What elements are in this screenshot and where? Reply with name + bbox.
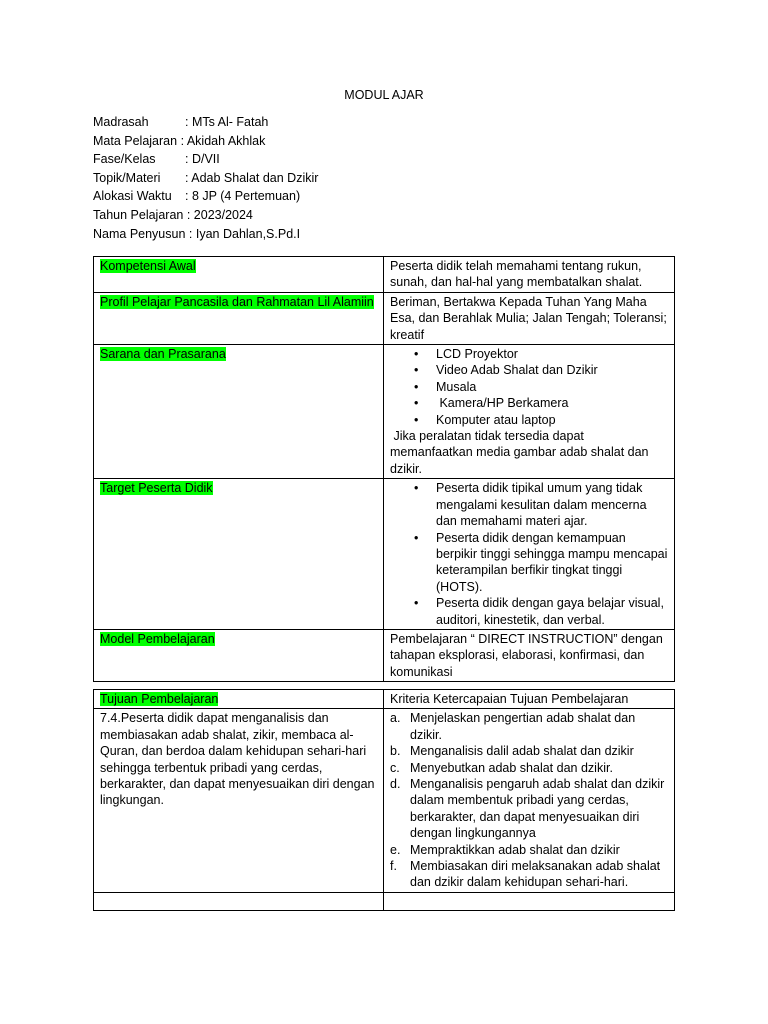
info-value: Iyan Dahlan,S.Pd.I [195,226,301,241]
profil-pelajar-text: Beriman, Bertakwa Kepada Tuhan Yang Maha Esa, dan Berahlak Mulia; Jalan Tengah; Toleransi; kreatif [384,292,675,344]
tujuan-pembelajaran-text: 7.4.Peserta didik dapat menganalisis dan membiasakan adab shalat, zikir, membaca al-Quran, dan berdoa dalam kehidupan sehari-hari sehingga terbentuk pribadi yang cerdas, berkarakter, dan dapat menyesuaikan diri dengan lingkungan. [94,709,384,892]
info-row [93,132,318,151]
info-sep: : [188,226,196,241]
model-pembelajaran-text: Pembelajaran “ DIRECT INSTRUCTION” dengan tahapan eksplorasi, elaborasi, konfirmasi, dan komunikasi [384,629,675,681]
list-text: Membiasakan diri melaksanakan adab shalat dan dzikir dalam kehidupan sehari-hari. [410,859,661,890]
info-sep: : [186,207,194,222]
list-marker: d. [390,777,401,792]
competency-table [93,256,675,682]
info-sep: : [185,152,192,167]
info-key: Mata Pelajaran [93,133,178,148]
list-marker: b. [390,744,401,759]
profil-pelajar-label: Profil Pelajar Pancasila dan Rahmatan Lil Alamiin [100,294,374,309]
list-marker: f. [390,859,397,874]
table-row [94,345,675,479]
list-item [390,710,668,743]
table-cell-label [94,257,384,293]
list-text: Menganalisis dalil adab shalat dan dzikir [410,744,634,759]
table-row-empty [94,892,675,910]
list-item: • Peserta didik tipikal umum yang tidak mengalami kesulitan dalam mencerna dan memahami materi ajar. [436,480,668,529]
list-item: • Musala [436,379,668,395]
list-marker: a. [390,711,401,726]
table-cell-label [94,690,384,709]
list-text: Menyebutkan adab shalat dan dzikir. [410,760,613,775]
table-row [94,709,675,892]
info-row [93,150,318,169]
table-header-row [94,690,675,709]
info-row [93,169,318,188]
sarana-note: Jika peralatan tidak tersedia dapat memanfaatkan media gambar adab shalat dan dzikir. [390,429,652,476]
info-value: 8 JP (4 Pertemuan) [191,189,301,204]
table-row [94,629,675,681]
info-sep: : [185,189,192,204]
table-row [94,292,675,344]
kriteria-label: Kriteria Ketercapaian Tujuan Pembelajaran [384,690,675,709]
sarana-prasarana-cell [384,345,675,479]
info-row [93,113,318,132]
info-sep: : [185,115,192,129]
kriteria-list [390,710,668,890]
table-cell-label [94,345,384,479]
list-item: • Video Adab Shalat dan Dzikir [436,362,668,378]
list-item [390,858,668,891]
table-cell-label [94,479,384,630]
empty-cell [384,892,675,910]
list-item [390,743,668,759]
list-item: • Kamera/HP Berkamera [436,395,668,411]
table-row [94,479,675,630]
kompetensi-awal-label: Kompetensi Awal [100,259,196,273]
sarana-list [390,346,668,428]
document-title: MODUL AJAR [344,88,424,102]
info-value: Akidah Akhlak [186,133,266,148]
list-text: Mempraktikkan adab shalat dan dzikir [410,842,620,857]
list-item: • Peserta didik dengan kemampuan berpikir tinggi sehingga mampu mencapai keterampilan berfikir tingkat tinggi (HOTS). [436,530,668,596]
objectives-table [93,689,675,911]
list-text: Menjelaskan pengertian adab shalat dan dzikir. [410,711,636,742]
info-key: Alokasi Waktu [93,189,172,204]
list-text: Menganalisis pengaruh adab shalat dan dzikir dalam membentuk pribadi yang cerdas, berkarakter, dan dapat menyesuaikan diri dengan lingkungannya [410,777,665,841]
info-row [93,206,318,225]
table-cell-label [94,292,384,344]
identity-block [93,113,318,243]
info-sep: : [180,133,187,148]
list-item: • Komputer atau laptop [436,412,668,428]
info-key: Nama Penyusun [93,226,186,241]
empty-cell [94,892,384,910]
list-marker: e. [390,842,401,857]
target-peserta-label: Target Peserta Didik [100,481,213,496]
list-marker: c. [390,760,400,775]
table-row [94,257,675,293]
info-key: Fase/Kelas [93,152,156,167]
list-item [390,760,668,776]
info-sep: : [185,170,192,185]
list-item: • LCD Proyektor [436,346,668,362]
table-cell-label [94,629,384,681]
info-value: D/VII [191,152,220,167]
kriteria-cell [384,709,675,892]
tujuan-pembelajaran-label: Tujuan Pembelajaran [100,692,219,706]
info-row [93,225,318,244]
target-list [390,480,668,628]
sarana-prasarana-label: Sarana dan Prasarana [100,347,226,362]
model-pembelajaran-label: Model Pembelajaran [100,631,215,646]
info-key: Tahun Pelajaran [93,207,184,222]
info-value: MTs Al- Fatah [191,115,269,129]
target-peserta-cell [384,479,675,630]
list-item: • Peserta didik dengan gaya belajar visual, auditori, kinestetik, dan verbal. [436,595,668,628]
info-key: Madrasah [93,115,149,129]
info-key: Topik/Materi [93,170,161,185]
list-item [390,776,668,842]
info-value: Adab Shalat dan Dzikir [191,170,319,185]
info-value: 2023/2024 [193,207,253,222]
list-item [390,842,668,858]
kompetensi-awal-text: Peserta didik telah memahami tentang rukun, sunah, dan hal-hal yang membatalkan shalat. [384,257,675,293]
info-row [93,187,318,206]
